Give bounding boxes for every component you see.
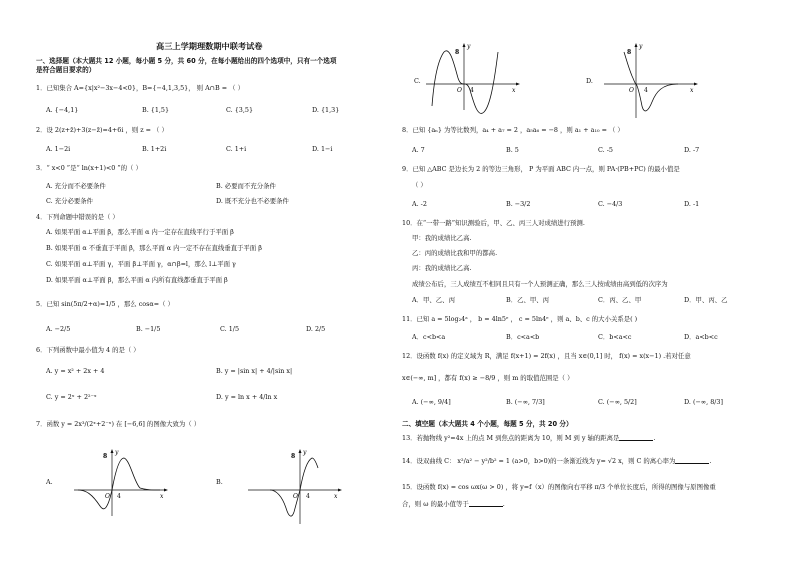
q3-opt-d[interactable]: D. 既不充分也不必要条件: [216, 197, 289, 205]
q9-stem: 9．已知 △ABC 是边长为 2 的等边三角形， P 为平面 ABC 内一点，则 PA·(PB+PC) 的最小值是: [402, 165, 680, 173]
q5-opt-c[interactable]: C. 1/5: [220, 325, 240, 333]
label-o: O: [105, 493, 110, 500]
q9-opt-a[interactable]: A. -2: [412, 200, 427, 208]
q15-stem: 15．设函数 f(x) = cos ωx(ω > 0) ，将 y=f（x）的图像向右平移 π/3 个单位长度后，所得的图像与原图像重: [402, 483, 716, 491]
label-x: x: [690, 87, 694, 94]
q12-stem-cont: x∈(−∞, m] ，都有 f(x) ≥ −8/9 ，则 m 的取值范围是（ ）: [402, 374, 574, 382]
q1-opt-b[interactable]: B. {1,5}: [142, 106, 170, 114]
label-y: y: [303, 449, 307, 456]
curve: [624, 52, 678, 111]
x-arrow: [338, 489, 342, 492]
q10-opt-a[interactable]: A．甲、乙、丙: [412, 296, 455, 304]
q11-opt-b[interactable]: B．c<a<b: [506, 333, 540, 341]
q10-opt-b[interactable]: B．乙、甲、丙: [506, 296, 550, 304]
curve: [432, 51, 498, 114]
q4-opt-c[interactable]: C. 如果平面 α⊥平面 γ，平面 β⊥平面 γ，α∩β=l，那么 l⊥平面 γ: [46, 260, 236, 268]
q11-opt-c[interactable]: C．b<a<c: [598, 333, 632, 341]
q5-stem: 5．已知 sin(5π/2+α)=1/5 ，那么 cosα=（ ）: [36, 300, 174, 308]
q8-opt-d[interactable]: D. -7: [684, 146, 700, 154]
y-arrow: [111, 449, 114, 453]
q9-opt-b[interactable]: B. −3/2: [506, 200, 531, 208]
q10-opt-d[interactable]: D．甲、丙、乙: [684, 296, 728, 304]
q9-paren: （ ）: [412, 181, 427, 189]
q2-opt-a[interactable]: A. 1−2i: [46, 145, 71, 153]
q12-opt-c[interactable]: C. (−∞, 5/2]: [598, 398, 637, 406]
exam-title: 高三上学期理数期中联考试卷: [156, 41, 263, 51]
label-o: O: [629, 87, 634, 94]
q11-opt-d[interactable]: D．a<b<c: [684, 333, 718, 341]
q13-stem: 13．若抛物线 y²=4x 上的点 M 到焦点的距离为 10，则 M 到 y 轴的距离是: [402, 434, 620, 442]
section1-heading-cont: 是符合题目要求的）: [36, 66, 96, 74]
q2-opt-b[interactable]: B. 1+2i: [142, 145, 167, 153]
q10-line-2: 乙：丙的成绩比我和甲的都高.: [412, 249, 498, 257]
q15-stem-cont: 合，则 ω 的最小值等于: [402, 500, 469, 508]
q8-opt-c[interactable]: C. -5: [598, 146, 613, 154]
label-y: y: [467, 43, 471, 50]
q1-opt-d[interactable]: D. {1,3}: [312, 106, 340, 114]
q7-opt-d[interactable]: D.: [586, 77, 593, 85]
label-8: 8: [291, 453, 296, 460]
x-arrow: [694, 83, 698, 86]
q15-row2: 合，则 ω 的最小值等于 .: [402, 500, 505, 508]
q15-answer-blank[interactable]: [469, 500, 503, 507]
y-arrow: [635, 43, 638, 47]
q1-opt-a[interactable]: A. {−4,1}: [46, 106, 79, 114]
q7-graph-c: [424, 40, 524, 112]
q4-opt-a[interactable]: A. 如果平面 α⊥平面 β，那么平面 α 内一定存在直线平行于平面 β: [46, 228, 234, 236]
curve: [78, 458, 160, 509]
q6-opt-c[interactable]: C. y = 2ˣ + 2²⁻ˣ: [46, 393, 97, 401]
q4-opt-b[interactable]: B. 如果平面 α 不垂直于平面 β，那么平面 α 内一定不存在直线垂直于平面 β: [46, 244, 262, 252]
q2-opt-c[interactable]: C. 1+i: [226, 145, 247, 153]
q6-opt-a[interactable]: A. y = x² + 2x + 4: [46, 367, 105, 375]
label-o: O: [457, 87, 462, 94]
q14-row: 14．设双曲线 C： x²/a² − y²/b² = 1 (a>0，b>0)的一条渐近线为 y= √2 x，则 C 的离心率为 .: [402, 457, 712, 465]
q3-opt-a[interactable]: A. 充分而不必要条件: [46, 182, 106, 190]
q9-opt-c[interactable]: C. −4/3: [598, 200, 623, 208]
label-y: y: [639, 43, 643, 50]
q13-row: 13．若抛物线 y²=4x 上的点 M 到焦点的距离为 10，则 M 到 y 轴的距离是 .: [402, 434, 656, 442]
q7-opt-a[interactable]: A.: [46, 478, 53, 486]
q10-line-3: 丙：我的成绩比乙高.: [412, 264, 472, 272]
section1-heading: 一、选择题（本大题共 12 小题，每小题 5 分，共 60 分，在每小题给出的四个选项中，只有一个选项: [36, 57, 337, 65]
q5-opt-b[interactable]: B. −1/5: [136, 325, 161, 333]
q5-opt-d[interactable]: D. 2/5: [306, 325, 326, 333]
label-o: O: [293, 493, 298, 500]
x-arrow: [516, 83, 520, 86]
section2-heading: 二、填空题（本大题共 4 个小题，每题 5 分，共 20 分）: [402, 420, 573, 428]
q6-opt-d[interactable]: D. y = ln x + 4/ln x: [216, 393, 278, 401]
q4-opt-d[interactable]: D. 如果平面 α⊥平面 β，那么平面 α 内所有直线都垂直于平面 β: [46, 276, 228, 284]
q11-opt-a[interactable]: A．c<b<a: [412, 333, 446, 341]
label-8: 8: [627, 49, 632, 56]
q7-graph-a: [72, 446, 172, 518]
q13-answer-blank[interactable]: [619, 434, 653, 441]
q14-answer-blank[interactable]: [675, 457, 709, 464]
q8-opt-b[interactable]: B. 5: [506, 146, 519, 154]
q10-line-1: 甲：我的成绩比乙高.: [412, 234, 472, 242]
q12-opt-a[interactable]: A. (−∞, 9/4]: [412, 398, 451, 406]
q2-stem: 2．设 2(z+z̄)+3(z−z̄)=4+6i ，则 z = （ ）: [36, 126, 168, 134]
q10-opt-c[interactable]: C．丙、乙、甲: [598, 296, 642, 304]
x-arrow: [164, 489, 168, 492]
q3-opt-b[interactable]: B. 必要而不充分条件: [216, 182, 276, 190]
y-arrow: [299, 449, 302, 453]
q7-opt-b[interactable]: B.: [216, 478, 223, 486]
q10-line-4: 成绩公布后，三人成绩互不相同且只有一个人预测正确，那么三人按成绩由高到低的次序为: [412, 280, 668, 288]
label-x: x: [512, 87, 516, 94]
q12-stem: 12．设函数 f(x) 的定义域为 R，满足 f(x+1) = 2f(x) ，且当 x∈(0,1] 时， f(x) = x(x−1) .若对任意: [402, 352, 691, 360]
label-4: 4: [644, 87, 648, 94]
q5-opt-a[interactable]: A. −2/5: [46, 325, 71, 333]
q7-stem: 7．函数 y = 2x³/(2ˣ+2⁻ˣ) 在 [−6,6] 的图像大致为（ ）: [36, 420, 201, 428]
q9-opt-d[interactable]: D. -1: [684, 200, 700, 208]
q1-opt-c[interactable]: C. {3,5}: [226, 106, 254, 114]
q8-opt-a[interactable]: A. 7: [412, 146, 425, 154]
q11-stem: 11．已知 a = 5log₂4ᵃ ， b = 4ln5ᵉ ， c = 5ln4ᵉ ，则 a、b、c 的大小关系是( ): [402, 315, 638, 323]
q1-stem: 1．已知集合 A={x|x²−3x−4<0}，B={−4,1,3,5}， 则 A∩B = （ ）: [36, 84, 244, 92]
q6-stem: 6．下列函数中最小值为 4 的是（ ）: [36, 346, 140, 354]
label-4: 4: [117, 493, 121, 500]
label-x: x: [160, 493, 164, 500]
q7-graph-d: [602, 40, 702, 120]
q3-stem: 3．“ x<0 ”是“ ln(x+1)<0 ”的（ ）: [36, 164, 142, 172]
q7-graph-b: [246, 446, 346, 526]
y-arrow: [463, 43, 466, 47]
q12-opt-d[interactable]: D. (−∞, 8/3]: [684, 398, 723, 406]
q12-opt-b[interactable]: B. (−∞, 7/3]: [506, 398, 545, 406]
label-x: x: [334, 493, 338, 500]
q4-stem: 4．下列命题中错误的是（ ）: [36, 213, 119, 221]
q14-stem: 14．设双曲线 C： x²/a² − y²/b² = 1 (a>0，b>0)的一条渐近线为 y= √2 x，则 C 的离心率为: [402, 457, 676, 465]
label-4: 4: [306, 493, 310, 500]
q7-opt-c[interactable]: C.: [414, 77, 421, 85]
q3-opt-c[interactable]: C. 充分必要条件: [46, 197, 94, 205]
label-y: y: [115, 449, 119, 456]
q8-stem: 8．已知 {aₙ} 为等比数列，a₄ + a₇ = 2 ，a₅a₆ = −8 ，则 a₁ + a₁₀ = （ ）: [402, 126, 624, 134]
q10-stem: 10．在“一带一路”知识测验后，甲、乙、丙三人对成绩进行预测.: [402, 219, 585, 227]
label-8: 8: [455, 49, 460, 56]
label-8: 8: [103, 453, 108, 460]
curve: [270, 458, 318, 516]
q2-opt-d[interactable]: D. 1−i: [312, 145, 333, 153]
q6-opt-b[interactable]: B. y = |sin x| + 4/|sin x|: [216, 367, 293, 375]
label-4: 4: [470, 87, 474, 94]
